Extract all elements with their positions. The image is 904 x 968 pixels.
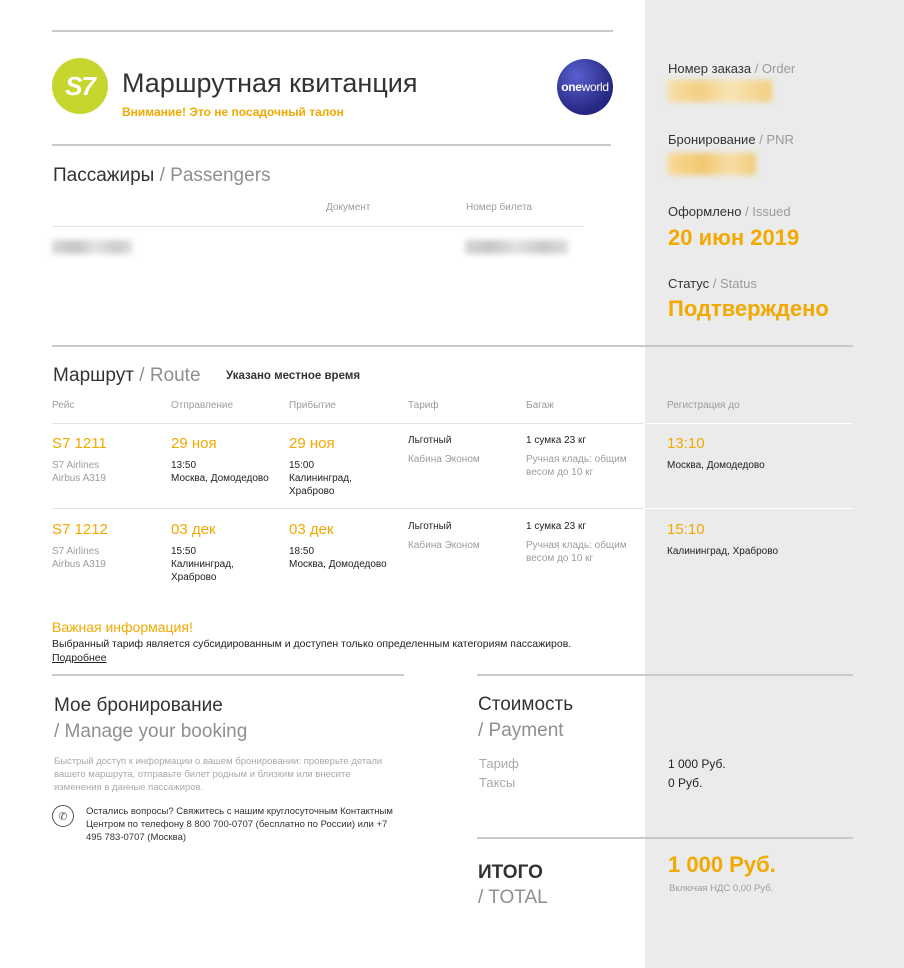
checkin-column-header: Регистрация до (667, 400, 740, 411)
checkin-time: 15:10 (667, 521, 705, 538)
aircraft: Airbus A319 (52, 473, 106, 484)
order-number-label: Номер заказа / Order (668, 61, 796, 76)
arrival-airport: Калининград, (289, 473, 352, 484)
checked-baggage: 1 сумка 23 кг (526, 521, 586, 532)
aircraft: Airbus A319 (52, 559, 106, 570)
route-header-divider (52, 423, 644, 424)
taxes-amount: 0 Руб. (668, 776, 703, 790)
passengers-divider (52, 226, 584, 227)
top-divider (52, 30, 613, 32)
pnr-redacted (668, 153, 756, 175)
total-heading: ИТОГО (478, 862, 543, 883)
departure-airport: Калининград, (171, 559, 234, 570)
phone-icon: ✆ (52, 805, 74, 827)
vat-note: Включая НДС 0,00 Руб. (669, 883, 774, 894)
departure-airport: Москва, Домодедово (171, 473, 269, 484)
hand-luggage: Ручная кладь: общим (526, 540, 627, 551)
payment-subheading: / Payment (478, 720, 564, 741)
departure-column-header: Отправление (171, 400, 234, 411)
ticket-number-redacted (465, 240, 568, 254)
departure-time: 13:50 (171, 460, 197, 471)
page-title: Маршрутная квитанция (122, 68, 418, 98)
airline: S7 Airlines (52, 460, 100, 471)
header-divider (52, 144, 611, 146)
status-label: Статус / Status (668, 276, 757, 291)
route-header-divider-side (645, 423, 853, 424)
fare-name: Льготный (408, 521, 452, 532)
total-subheading: / TOTAL (478, 887, 548, 908)
payment-divider (477, 674, 853, 676)
arrival-column-header: Прибытие (289, 400, 336, 411)
fare-amount: 1 000 Руб. (668, 757, 726, 771)
fare-column-header: Тариф (408, 400, 439, 411)
important-info-title: Важная информация! (52, 619, 193, 635)
important-info-text: Выбранный тариф является субсидированным и доступен только определенным категориям пассажиров. (52, 638, 572, 650)
departure-time: 15:50 (171, 546, 197, 557)
checkin-time: 13:10 (667, 435, 705, 452)
fare-name: Льготный (408, 435, 452, 446)
flight-number: S7 1212 (52, 521, 108, 538)
contact-center-text: Остались вопросы? Свяжитесь с нашим круглосуточным Контактным Центром по телефону 8 800 700-0707 (бесплатно по России) или +7 495 783-0707 (Москва) (86, 806, 393, 843)
manage-booking-description: Быстрый доступ к информации о вашем бронировании: проверьте детали вашего маршрута, отправьте билет родным и близким или внесите изменения в данные пассажиров. (54, 756, 383, 793)
departure-airport-cont: Храброво (171, 572, 217, 583)
ticket-column-header: Номер билета (466, 202, 532, 213)
flight-column-header: Рейс (52, 400, 75, 411)
cabin-class: Кабина Эконом (408, 540, 480, 551)
issued-label: Оформлено / Issued (668, 204, 791, 219)
pnr-label: Бронирование / PNR (668, 132, 794, 147)
passenger-name-redacted (52, 240, 132, 254)
checkin-airport: Москва, Домодедово (667, 460, 765, 471)
arrival-time: 15:00 (289, 460, 315, 471)
baggage-column-header: Багаж (526, 400, 554, 411)
departure-date: 29 ноя (171, 435, 217, 452)
fare-label: Тариф (479, 756, 519, 771)
local-time-note: Указано местное время (226, 370, 361, 382)
total-divider (477, 837, 853, 839)
total-amount: 1 000 Руб. (668, 852, 776, 877)
flight-divider-side (645, 508, 853, 509)
route-heading: Маршрут / Route (53, 365, 201, 386)
hand-luggage-cont: весом до 10 кг (526, 553, 594, 564)
order-number-redacted (668, 80, 772, 102)
arrival-airport: Москва, Домодедово (289, 559, 387, 570)
hand-luggage-cont: весом до 10 кг (526, 467, 594, 478)
taxes-label: Таксы (479, 775, 516, 790)
status-value: Подтверждено (668, 296, 829, 321)
airline: S7 Airlines (52, 546, 100, 557)
checked-baggage: 1 сумка 23 кг (526, 435, 586, 446)
not-boarding-pass-warning: Внимание! Это не посадочный талон (122, 105, 344, 119)
manage-divider (52, 674, 404, 676)
passengers-heading: Пассажиры / Passengers (53, 165, 271, 186)
issued-date: 20 июн 2019 (668, 225, 800, 250)
manage-booking-heading: Мое бронирование (54, 695, 223, 716)
manage-booking-subheading: / Manage your booking (54, 721, 248, 742)
checkin-airport: Калининград, Храброво (667, 546, 779, 557)
oneworld-logo: one world (557, 59, 613, 115)
departure-date: 03 дек (171, 521, 216, 538)
more-info-link[interactable]: Подробнее (52, 652, 107, 664)
flight-number: S7 1211 (52, 435, 107, 452)
hand-luggage: Ручная кладь: общим (526, 454, 627, 465)
payment-heading: Стоимость (478, 694, 574, 715)
s7-logo: S7 (52, 58, 108, 114)
document-column-header: Документ (326, 202, 371, 213)
arrival-date: 03 дек (289, 521, 334, 538)
arrival-airport-cont: Храброво (289, 486, 335, 497)
cabin-class: Кабина Эконом (408, 454, 480, 465)
arrival-time: 18:50 (289, 546, 315, 557)
flight-divider (52, 508, 644, 509)
route-divider (52, 345, 853, 347)
arrival-date: 29 ноя (289, 435, 335, 452)
